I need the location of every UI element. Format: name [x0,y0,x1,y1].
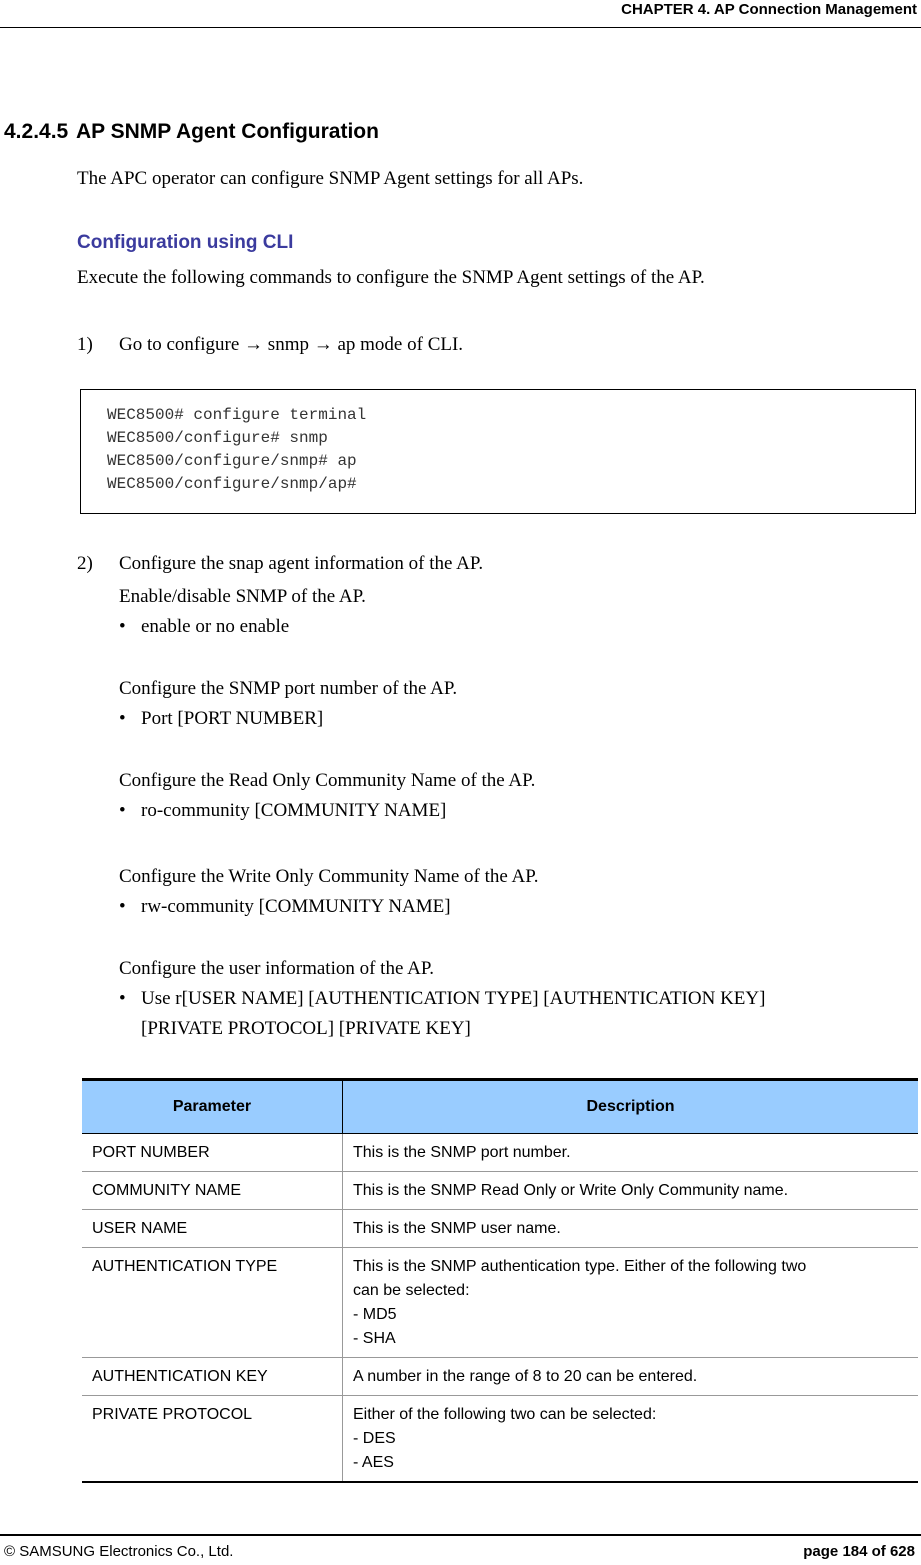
header-divider [0,27,921,28]
group-desc: Configure the SNMP port number of the AP. [119,678,458,699]
table-header-parameter: Parameter [82,1080,343,1134]
table-row [82,1172,918,1210]
bullet-dot: • [119,708,126,729]
desc-cell: A number in the range of 8 to 20 can be entered. [343,1358,919,1396]
bullet-item: • Port [PORT NUMBER] [119,704,323,734]
parameter-table [82,1078,918,1483]
cli-code-block [80,389,916,514]
bullet-item: • enable or no enable [119,612,289,642]
step-2-text: Configure the snap agent information of the AP. [119,553,484,574]
step-2-number: 2) [77,553,93,574]
bullet-item: • rw-community [COMMUNITY NAME] [119,892,451,922]
cli-intro-paragraph: Execute the following commands to configure the SNMP Agent settings of the AP. [77,267,705,288]
section-title: AP SNMP Agent Configuration [76,120,379,143]
footer-copyright: © SAMSUNG Electronics Co., Ltd. [4,1543,234,1560]
param-cell: PRIVATE PROTOCOL [82,1396,343,1483]
footer-page-number: page 184 of 628 [803,1543,915,1560]
desc-cell: This is the SNMP Read Only or Write Only Community name. [343,1172,919,1210]
bullet-dot: • [119,616,126,637]
code-line: WEC8500/configure/snmp/ap# [107,475,357,493]
code-line: WEC8500# configure terminal [107,406,367,424]
footer-divider [0,1534,921,1536]
code-line: WEC8500/configure# snmp [107,429,328,447]
section-heading [4,120,379,144]
param-cell: AUTHENTICATION TYPE [82,1248,343,1358]
bullet-dot: • [119,988,126,1009]
bullet-dot: • [119,896,126,917]
bullet-item: • ro-community [COMMUNITY NAME] [119,796,446,826]
group-desc: Configure the Write Only Community Name of the AP. [119,866,539,887]
bullet-dot: • [119,800,126,821]
chapter-header: CHAPTER 4. AP Connection Management [621,1,917,18]
cli-subheading: Configuration using CLI [77,232,294,253]
group-desc: Configure the Read Only Community Name of the AP. [119,770,536,791]
param-cell: PORT NUMBER [82,1134,343,1172]
table-row [82,1134,918,1172]
table-header-description: Description [343,1080,919,1134]
desc-cell: This is the SNMP user name. [343,1210,919,1248]
code-line: WEC8500/configure/snmp# ap [107,452,357,470]
table-row [82,1396,918,1483]
intro-paragraph: The APC operator can configure SNMP Agent settings for all APs. [77,168,584,189]
step-1 [77,333,463,357]
param-cell: AUTHENTICATION KEY [82,1358,343,1396]
group-desc: Configure the user information of the AP. [119,958,435,979]
table-row [82,1358,918,1396]
desc-cell: This is the SNMP port number. [343,1134,919,1172]
param-cell: COMMUNITY NAME [82,1172,343,1210]
step-1-text: Go to configure → snmp → ap mode of CLI. [119,334,464,355]
desc-cell: Either of the following two can be selected: - DES - AES [343,1396,919,1483]
table-row [82,1248,918,1358]
section-number: 4.2.4.5 [4,120,69,143]
table-row [82,1210,918,1248]
step-2 [77,552,483,576]
desc-cell: This is the SNMP authentication type. Either of the following two can be selected: - MD5 - SHA [343,1248,919,1358]
param-cell: USER NAME [82,1210,343,1248]
bullet-item: • Use r[USER NAME] [AUTHENTICATION TYPE] [AUTHENTICATION KEY] [119,984,765,1014]
group-desc: Enable/disable SNMP of the AP. [119,586,366,607]
step-1-number: 1) [77,334,93,355]
bullet-continuation: [PRIVATE PROTOCOL] [PRIVATE KEY] [141,1018,471,1039]
